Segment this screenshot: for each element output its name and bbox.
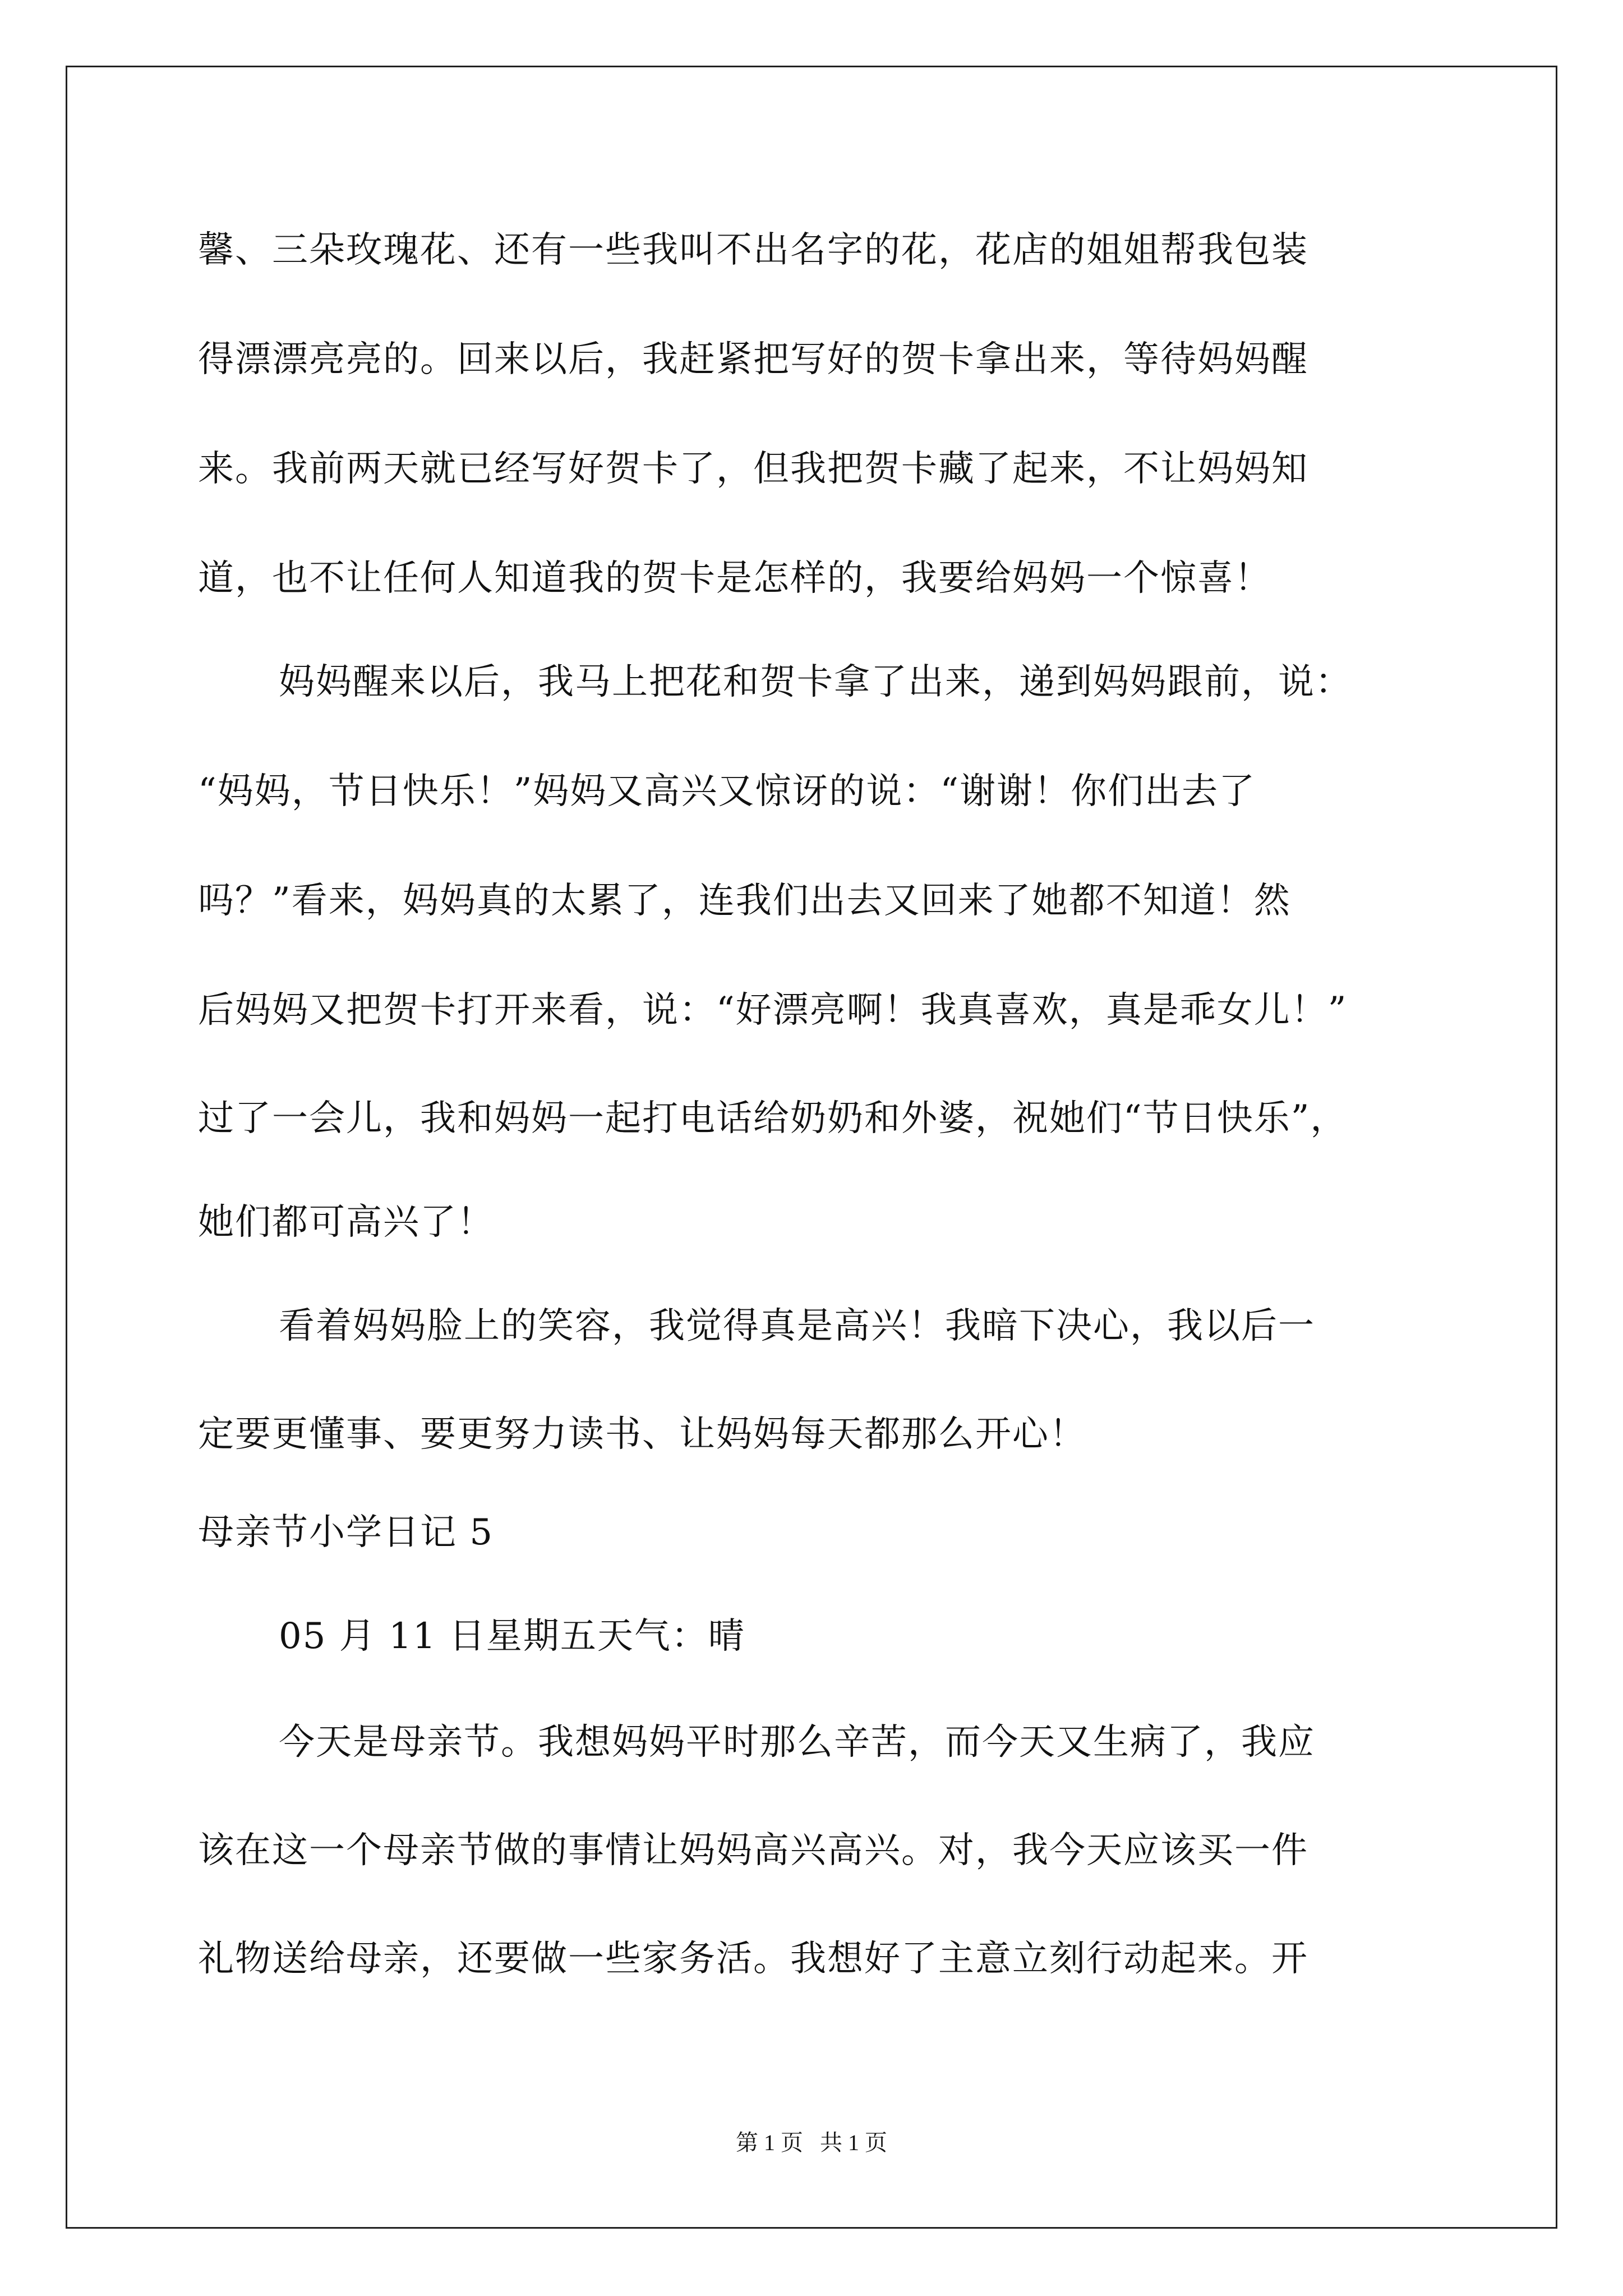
- page-footer: 第 1 页 共 1 页: [736, 2130, 887, 2155]
- paragraph-line: 妈妈醒来以后，我马上把花和贺卡拿了出来，递到妈妈跟前，说：: [279, 661, 1352, 703]
- paragraph-line: 得漂漂亮亮的。回来以后，我赶紧把写好的贺卡拿出来，等待妈妈醒: [198, 339, 1308, 380]
- paragraph-line: 道，也不让任何人知道我的贺卡是怎样的，我要给妈妈一个惊喜！: [198, 558, 1271, 599]
- paragraph-line: 过了一会儿，我和妈妈一起打电话给奶奶和外婆，祝她们“节日快乐”，: [198, 1098, 1348, 1139]
- paragraph-line: 今天是母亲节。我想妈妈平时那么辛苦，而今天又生病了，我应: [279, 1722, 1315, 1763]
- paragraph-line: 该在这一个母亲节做的事情让妈妈高兴高兴。对，我今天应该买一件: [198, 1830, 1308, 1871]
- paragraph-line: 后妈妈又把贺卡打开来看，说：“好漂亮啊！我真喜欢，真是乖女儿！”: [198, 990, 1348, 1031]
- paragraph-line: 吗？”看来，妈妈真的太累了，连我们出去又回来了她都不知道！然: [198, 880, 1291, 922]
- paragraph-line: 来。我前两天就已经写好贺卡了，但我把贺卡藏了起来，不让妈妈知: [198, 448, 1308, 490]
- section-heading: 母亲节小学日记 5: [198, 1512, 494, 1553]
- paragraph-line: 馨、三朵玫瑰花、还有一些我叫不出名字的花，花店的姐姐帮我包装: [198, 229, 1308, 271]
- page-border: [66, 66, 1557, 2229]
- paragraph-line: 定要更懂事、要更努力读书、让妈妈每天都那么开心！: [198, 1414, 1086, 1455]
- paragraph-line: 礼物送给母亲，还要做一些家务活。我想好了主意立刻行动起来。开: [198, 1938, 1308, 1980]
- paragraph-line: “妈妈，节日快乐！”妈妈又高兴又惊讶的说：“谢谢！你们出去了: [198, 771, 1256, 812]
- paragraph-line: 看着妈妈脸上的笑容，我觉得真是高兴！我暗下决心，我以后一: [279, 1305, 1315, 1347]
- date-weather-line: 05 月 11 日星期五天气：晴: [279, 1616, 745, 1657]
- paragraph-line: 她们都可高兴了！: [198, 1202, 494, 1243]
